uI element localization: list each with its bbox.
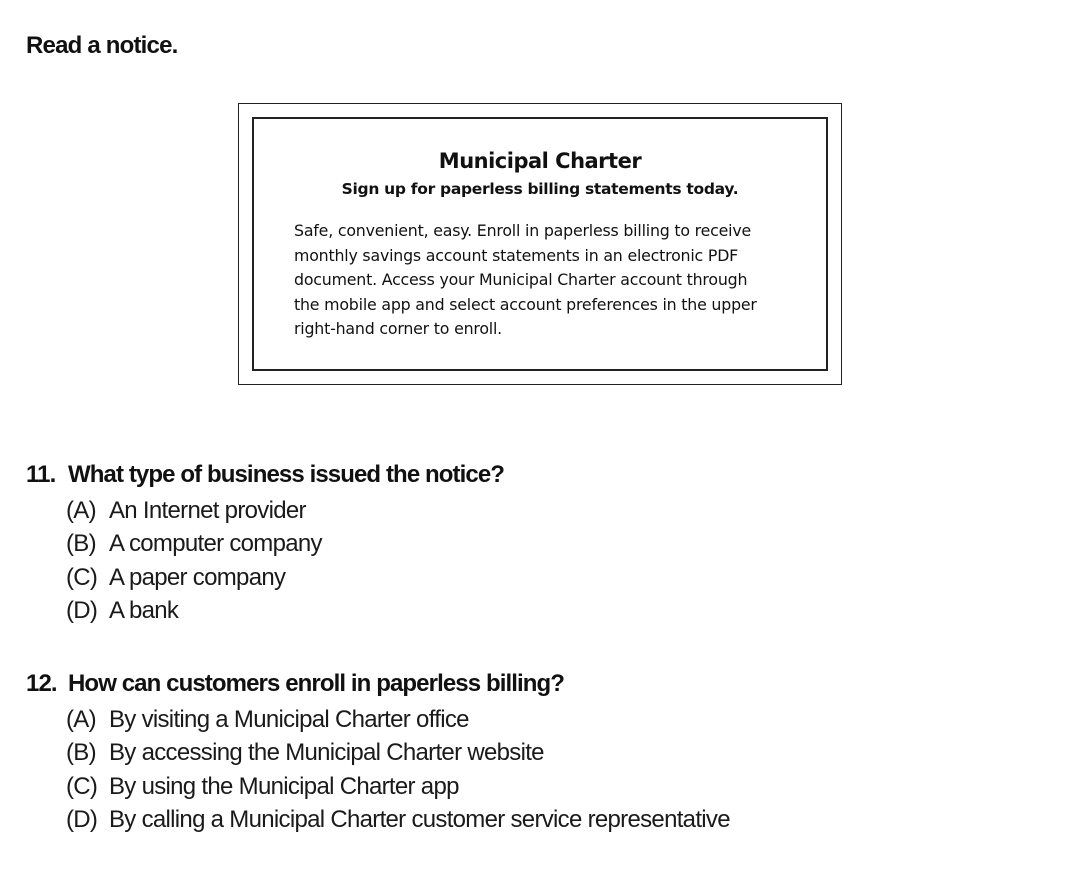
question-number: 12.: [26, 670, 57, 697]
option-text: An Internet provider: [109, 497, 306, 524]
answer-option-d[interactable]: [66, 803, 730, 836]
notice-box: [252, 117, 828, 371]
notice-title: Municipal Charter: [438, 149, 642, 173]
question-11: [26, 459, 504, 627]
notice-body-line: right-hand corner to enroll.: [294, 319, 503, 338]
answer-option-c[interactable]: [66, 561, 504, 594]
notice-frame: [238, 103, 842, 385]
option-letter: (A): [66, 706, 96, 733]
notice-body-line: Safe, convenient, easy. Enroll in paperless billing to receive: [294, 221, 752, 240]
answer-options: [66, 703, 730, 836]
instruction-heading: Read a notice.: [26, 32, 178, 59]
option-text: By visiting a Municipal Charter office: [109, 706, 469, 733]
answer-option-a[interactable]: [66, 703, 730, 736]
option-letter: (D): [66, 805, 98, 833]
option-text: A paper company: [109, 563, 286, 591]
answer-options: [66, 494, 504, 627]
option-text: By accessing the Municipal Charter website: [109, 739, 544, 767]
answer-option-a[interactable]: [66, 494, 504, 527]
option-text: A bank: [109, 596, 179, 624]
option-text: By calling a Municipal Charter customer service representative: [109, 805, 730, 833]
notice-body-line: the mobile app and select account preferences in the upper: [294, 294, 757, 314]
option-letter: (A): [66, 497, 96, 524]
question-text: What type of business issued the notice?: [68, 461, 505, 488]
answer-option-b[interactable]: [66, 736, 730, 769]
answer-option-c[interactable]: [66, 770, 730, 803]
option-letter: (D): [66, 596, 98, 624]
option-letter: (B): [66, 530, 96, 558]
question-12: [26, 668, 730, 836]
option-letter: (C): [66, 772, 98, 800]
question-number: 11.: [26, 461, 56, 488]
answer-option-d[interactable]: [66, 594, 504, 627]
option-letter: (C): [66, 563, 98, 591]
option-text: By using the Municipal Charter app: [109, 772, 459, 800]
question-text: How can customers enroll in paperless billing?: [68, 670, 565, 697]
notice-body: [294, 219, 804, 342]
question-header: [26, 459, 504, 491]
question-header: [26, 668, 730, 700]
option-text: A computer company: [109, 530, 322, 558]
answer-option-b[interactable]: [66, 527, 504, 560]
notice-body-line: document. Access your Municipal Charter account through: [294, 270, 748, 289]
notice-subtitle: Sign up for paperless billing statements today.: [341, 180, 739, 198]
notice-body-line: monthly savings account statements in an electronic PDF: [294, 245, 739, 265]
option-letter: (B): [66, 739, 96, 767]
